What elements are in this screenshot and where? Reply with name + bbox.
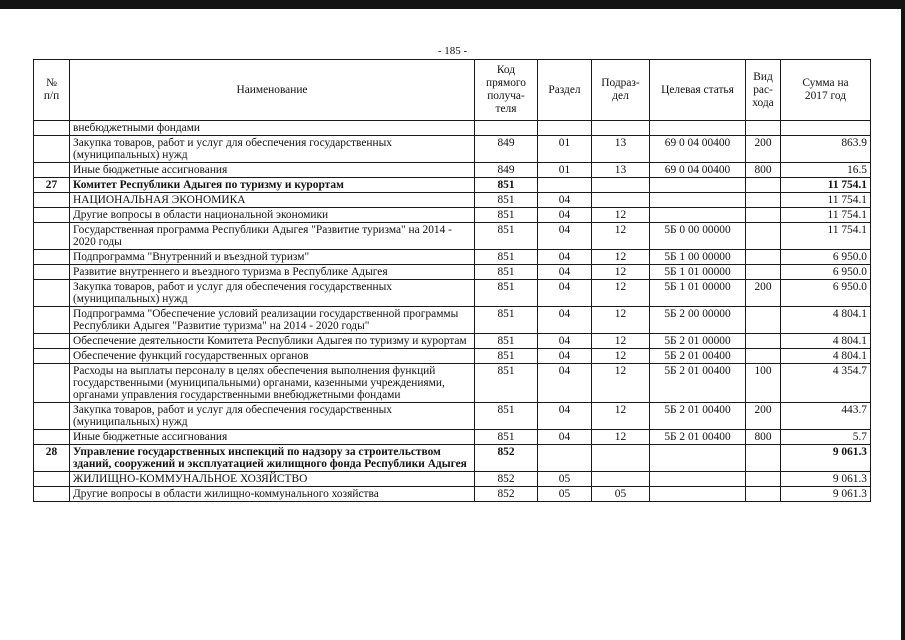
row-name: ЖИЛИЩНО-КОММУНАЛЬНОЕ ХОЗЯЙСТВО (70, 472, 475, 487)
row-subsection: 12 (592, 250, 650, 265)
row-amount: 16.5 (781, 163, 871, 178)
row-name: внебюджетными фондами (70, 121, 475, 136)
row-section: 04 (538, 250, 592, 265)
row-expense-type (746, 349, 781, 364)
row-amount: 4 804.1 (781, 307, 871, 334)
row-name: Закупка товаров, работ и услуг для обеспечения государственных (муниципальных) нужд (70, 280, 475, 307)
scan-right-border (901, 0, 905, 640)
column-header-name: Наименование (70, 60, 475, 121)
row-name: Иные бюджетные ассигнования (70, 430, 475, 445)
row-amount: 5.7 (781, 430, 871, 445)
row-subsection: 12 (592, 364, 650, 403)
table-row (34, 364, 871, 403)
row-subsection: 12 (592, 223, 650, 250)
row-number: 28 (34, 445, 70, 472)
table-row (34, 136, 871, 163)
row-target (650, 193, 746, 208)
row-subsection (592, 472, 650, 487)
row-code: 852 (475, 487, 538, 502)
row-expense-type (746, 472, 781, 487)
column-header-expense-type: Вид рас- хода (746, 60, 781, 121)
page-number: - 185 - (437, 45, 468, 57)
row-code: 851 (475, 178, 538, 193)
row-target: 5Б 2 01 00400 (650, 430, 746, 445)
row-section: 04 (538, 208, 592, 223)
row-amount: 863.9 (781, 136, 871, 163)
row-section: 04 (538, 193, 592, 208)
row-code: 851 (475, 349, 538, 364)
row-expense-type (746, 307, 781, 334)
row-number (34, 334, 70, 349)
row-code: 851 (475, 403, 538, 430)
row-section (538, 178, 592, 193)
row-section: 05 (538, 487, 592, 502)
row-section: 04 (538, 223, 592, 250)
table-row (34, 163, 871, 178)
row-name: Комитет Республики Адыгея по туризму и курортам (70, 178, 475, 193)
row-number (34, 307, 70, 334)
row-expense-type: 200 (746, 136, 781, 163)
table-body (34, 121, 871, 502)
row-subsection: 12 (592, 208, 650, 223)
row-number (34, 136, 70, 163)
row-amount: 4 804.1 (781, 349, 871, 364)
table-row (34, 265, 871, 280)
row-section: 04 (538, 307, 592, 334)
row-name: Другие вопросы в области жилищно-коммунального хозяйства (70, 487, 475, 502)
row-name: Закупка товаров, работ и услуг для обеспечения государственных (муниципальных) нужд (70, 403, 475, 430)
row-subsection (592, 445, 650, 472)
row-expense-type (746, 121, 781, 136)
table-row (34, 178, 871, 193)
row-subsection: 12 (592, 349, 650, 364)
row-section (538, 121, 592, 136)
row-target: 5Б 1 01 00000 (650, 265, 746, 280)
row-section: 04 (538, 334, 592, 349)
row-number (34, 430, 70, 445)
row-target: 5Б 2 01 00400 (650, 364, 746, 403)
row-amount: 11 754.1 (781, 193, 871, 208)
row-expense-type (746, 250, 781, 265)
row-target: 5Б 2 00 00000 (650, 307, 746, 334)
row-code: 852 (475, 445, 538, 472)
row-name: Обеспечение деятельности Комитета Республики Адыгея по туризму и курортам (70, 334, 475, 349)
row-target: 5Б 2 01 00400 (650, 349, 746, 364)
row-code: 852 (475, 472, 538, 487)
row-name: Государственная программа Республики Адыгея "Развитие туризма" на 2014 - 2020 годы (70, 223, 475, 250)
row-amount: 9 061.3 (781, 472, 871, 487)
row-amount: 4 804.1 (781, 334, 871, 349)
row-code: 851 (475, 334, 538, 349)
row-number (34, 208, 70, 223)
table-row (34, 280, 871, 307)
row-number (34, 472, 70, 487)
row-target: 5Б 1 00 00000 (650, 250, 746, 265)
row-code: 851 (475, 193, 538, 208)
row-code: 851 (475, 250, 538, 265)
row-amount (781, 121, 871, 136)
column-header-subsection: Подраз- дел (592, 60, 650, 121)
row-section: 04 (538, 364, 592, 403)
row-name: Подпрограмма "Внутренний и въездной туризм" (70, 250, 475, 265)
row-amount: 9 061.3 (781, 445, 871, 472)
row-section: 04 (538, 280, 592, 307)
row-expense-type: 800 (746, 163, 781, 178)
row-amount: 11 754.1 (781, 223, 871, 250)
table-header-row (34, 60, 871, 121)
row-subsection: 13 (592, 163, 650, 178)
row-target (650, 487, 746, 502)
row-code: 851 (475, 223, 538, 250)
row-subsection: 12 (592, 334, 650, 349)
row-amount: 9 061.3 (781, 487, 871, 502)
row-number (34, 403, 70, 430)
row-name: Управление государственных инспекций по надзору за строительством зданий, сооружений и эксплуатацией жилищного фонда Республики Адыгея (70, 445, 475, 472)
row-number (34, 121, 70, 136)
row-code: 851 (475, 430, 538, 445)
row-name: Подпрограмма "Обеспечение условий реализации государственной программы Республики Адыгея "Развитие туризма" на 2014 - 2020 годы" (70, 307, 475, 334)
row-subsection: 12 (592, 280, 650, 307)
row-target: 5Б 2 01 00000 (650, 334, 746, 349)
row-subsection: 12 (592, 265, 650, 280)
row-section: 04 (538, 349, 592, 364)
row-code: 849 (475, 136, 538, 163)
column-header-num: № п/п (34, 60, 70, 121)
table-row (34, 223, 871, 250)
row-section (538, 445, 592, 472)
table-row (34, 349, 871, 364)
row-expense-type: 800 (746, 430, 781, 445)
row-section: 04 (538, 265, 592, 280)
row-name: Иные бюджетные ассигнования (70, 163, 475, 178)
row-amount: 11 754.1 (781, 208, 871, 223)
row-target: 69 0 04 00400 (650, 136, 746, 163)
row-section: 04 (538, 403, 592, 430)
row-target (650, 472, 746, 487)
row-section: 04 (538, 430, 592, 445)
row-target: 5Б 2 01 00400 (650, 403, 746, 430)
row-number (34, 364, 70, 403)
row-target: 5Б 1 01 00000 (650, 280, 746, 307)
row-number (34, 193, 70, 208)
row-name: НАЦИОНАЛЬНАЯ ЭКОНОМИКА (70, 193, 475, 208)
column-header-target: Целевая статья (650, 60, 746, 121)
row-amount: 6 950.0 (781, 280, 871, 307)
row-number (34, 280, 70, 307)
row-expense-type (746, 334, 781, 349)
row-number: 27 (34, 178, 70, 193)
row-amount: 4 354.7 (781, 364, 871, 403)
table-row (34, 445, 871, 472)
table-row (34, 487, 871, 502)
row-amount: 11 754.1 (781, 178, 871, 193)
row-name: Обеспечение функций государственных органов (70, 349, 475, 364)
row-code: 851 (475, 364, 538, 403)
row-name: Закупка товаров, работ и услуг для обеспечения государственных (муниципальных) нужд (70, 136, 475, 163)
row-number (34, 223, 70, 250)
row-section: 01 (538, 163, 592, 178)
row-name: Развитие внутреннего и въездного туризма в Республике Адыгея (70, 265, 475, 280)
row-number (34, 265, 70, 280)
row-code: 851 (475, 265, 538, 280)
row-expense-type (746, 487, 781, 502)
row-section: 01 (538, 136, 592, 163)
table-row (34, 334, 871, 349)
row-amount: 6 950.0 (781, 250, 871, 265)
row-expense-type (746, 265, 781, 280)
row-number (34, 163, 70, 178)
table-row (34, 307, 871, 334)
row-code: 849 (475, 163, 538, 178)
table-row (34, 121, 871, 136)
row-subsection: 13 (592, 136, 650, 163)
row-target (650, 208, 746, 223)
row-expense-type (746, 223, 781, 250)
row-code: 851 (475, 208, 538, 223)
row-section: 05 (538, 472, 592, 487)
table-row (34, 472, 871, 487)
row-number (34, 487, 70, 502)
row-expense-type: 200 (746, 280, 781, 307)
row-target: 5Б 0 00 00000 (650, 223, 746, 250)
column-header-amount: Сумма на 2017 год (781, 60, 871, 121)
row-expense-type: 100 (746, 364, 781, 403)
column-header-section: Раздел (538, 60, 592, 121)
row-name: Расходы на выплаты персоналу в целях обеспечения выполнения функций государственными (муниципальными) органами, казенными учреждениями, органами управления государственными внебюджетными фондами (70, 364, 475, 403)
row-expense-type (746, 208, 781, 223)
row-subsection (592, 193, 650, 208)
row-subsection: 12 (592, 403, 650, 430)
row-expense-type (746, 193, 781, 208)
row-expense-type: 200 (746, 403, 781, 430)
column-header-code: Код прямого получа- теля (475, 60, 538, 121)
row-subsection (592, 121, 650, 136)
row-target (650, 178, 746, 193)
row-subsection: 05 (592, 487, 650, 502)
scan-top-border (0, 0, 905, 9)
row-subsection (592, 178, 650, 193)
row-target (650, 445, 746, 472)
row-name: Другие вопросы в области национальной экономики (70, 208, 475, 223)
table-row (34, 193, 871, 208)
row-subsection: 12 (592, 430, 650, 445)
row-expense-type (746, 178, 781, 193)
table-row (34, 208, 871, 223)
row-amount: 6 950.0 (781, 265, 871, 280)
row-expense-type (746, 445, 781, 472)
row-amount: 443.7 (781, 403, 871, 430)
table-row (34, 403, 871, 430)
row-code (475, 121, 538, 136)
row-target: 69 0 04 00400 (650, 163, 746, 178)
table-row (34, 430, 871, 445)
row-number (34, 349, 70, 364)
row-code: 851 (475, 280, 538, 307)
row-target (650, 121, 746, 136)
row-number (34, 250, 70, 265)
budget-table (33, 59, 871, 502)
row-code: 851 (475, 307, 538, 334)
row-subsection: 12 (592, 307, 650, 334)
table-row (34, 250, 871, 265)
